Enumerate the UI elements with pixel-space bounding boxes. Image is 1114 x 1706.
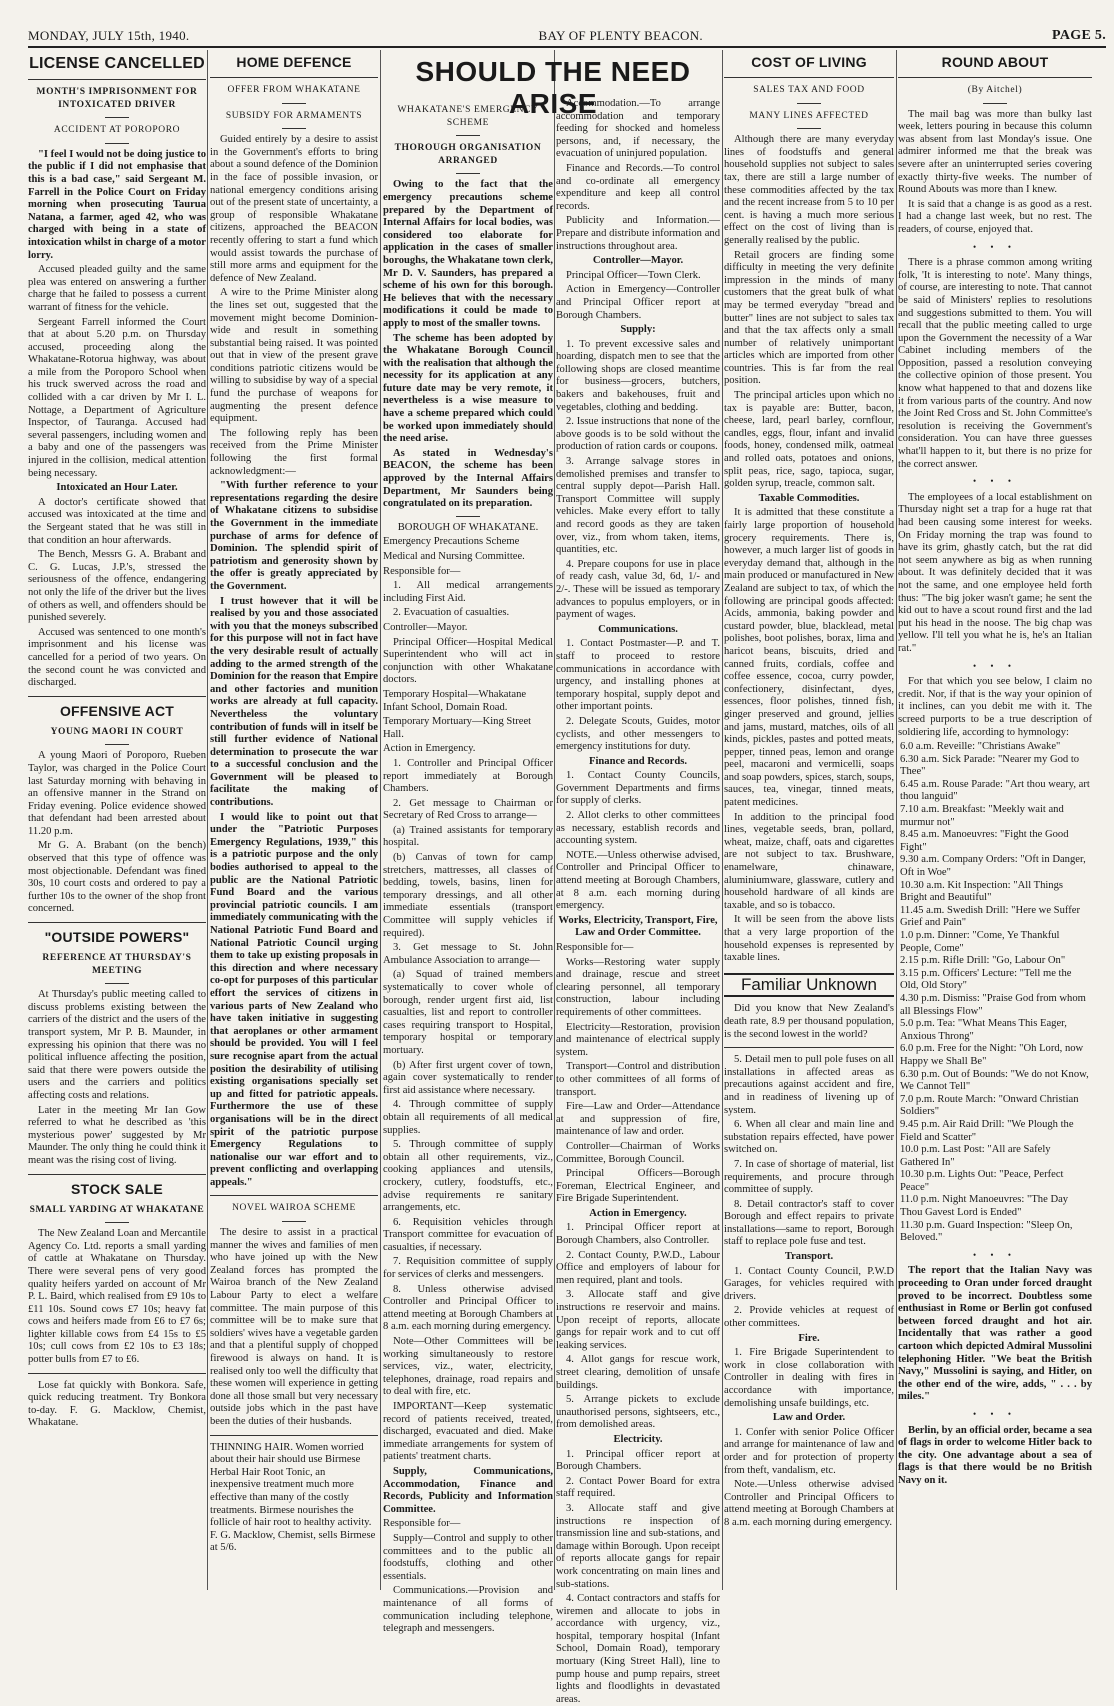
- headline-offensive-act: OFFENSIVE ACT: [59, 702, 175, 719]
- paragraph: For that which you see below, I claim no credit. Nor, if that is the way your opinion of it inclines, can you debit me with it. The screed purports to be a true description of soldiering life, according to hymnology:: [898, 676, 1092, 738]
- paragraph: Publicity and Information.—Prepare and distribute information and instructions throughout area.: [556, 215, 720, 252]
- paragraph: Controller—Chairman of Works Committee, Borough Council.: [556, 1140, 720, 1165]
- subheading: NOVEL WAIROA SCHEME: [232, 1203, 356, 1214]
- section-divider: • • •: [973, 241, 1017, 252]
- paragraph: 1. Contact County Councils, Government Departments and firms for supply of clerks.: [556, 770, 720, 807]
- byline: (By Aitchel): [967, 85, 1023, 95]
- section-divider: • • •: [973, 1408, 1017, 1419]
- schedule-item: 10.30 p.m. Lights Out: "Peace, Perfect Peace": [900, 1169, 1064, 1193]
- subheading: Finance and Records.: [589, 755, 687, 767]
- subheading: Electricity.: [613, 1433, 663, 1445]
- schedule-list: [898, 741, 1092, 1245]
- schedule-item: 4.30 p.m. Dismiss: "Praise God from whom all Blessings Flow": [900, 992, 1086, 1017]
- subheading: SALES TAX AND FOOD: [753, 85, 865, 95]
- paragraph: Owing to the fact that the emergency precautions scheme prepared by the Department of Internal Affairs for local bodies, was considered too elaborate for application in the cases of smaller boroughs, the Whakatane town clerk, Mr D. V. Saunders, has prepared a scheme of his own for this borough. He believes that with the necessary modifications it could be made to apply to most of the smaller towns.: [383, 179, 553, 329]
- masthead: [28, 26, 1106, 48]
- schedule-item: 2.15 p.m. Rifle Drill: "Go, Labour On": [900, 955, 1066, 967]
- paragraph: Action in Emergency—Controller and Principal Officer report at Borough Chambers.: [556, 284, 720, 321]
- paragraph: Finance and Records.—To control and co-ordinate all emergency expenditure and keep all control records.: [556, 162, 720, 212]
- paragraph: The desire to assist in a practical manner the wives and families of men who have joined up with the New Zealand forces has prompted the Wairoa branch of the New Zealand Labour Party to elect a welfare committee. The main purpose of this committee will be to make sure that soldiers' wives have a vegetable garden and that a plentiful supply of chopped firewood is always on hand. It is realised only too well the difficulty that these women will experience in getting done all those small but very necessary outside jobs which in the past have been the duties of their husbands.: [210, 1227, 378, 1427]
- paragraph: 4. Allot gangs for rescue work, street clearing, demolition of unsafe buildings.: [556, 1354, 720, 1391]
- paragraph: Berlin, by an official order, became a sea of flags in order to welcome Hitler back to the city. One advantage about a sea of flags is that there would be no British Navy on it.: [898, 1424, 1092, 1486]
- paragraph: Fire—Law and Order—Attendance at and suppression of fire, maintenance of law and order.: [556, 1101, 720, 1138]
- subheading: WHAKATANE'S EMERGENCY SCHEME: [397, 105, 539, 128]
- text-line: Supply—Control and supply to other committees and to the public all foodstuffs, clothing and other essentials.: [383, 1532, 553, 1582]
- subheading: REFERENCE AT THURSDAY'S MEETING: [42, 953, 192, 976]
- subheading: Intoxicated an Hour Later.: [56, 482, 178, 494]
- schedule-item: 6.30 p.m. Out of Bounds: "We do not Know, We Cannot Tell": [900, 1068, 1089, 1093]
- paragraph: A doctor's certificate showed that accused was intoxicated at the time and the Sergeant stated that he was still in that condition an hour afterwards.: [28, 496, 206, 546]
- text-line: 1. All medical arrangements including First Aid.: [383, 580, 553, 604]
- text-line: (b) Canvas of town for camp stretchers, mattresses, all classes of bedding, towels, basins, linen for temporary dressings, and all other immediate essentials (transport Committee will supply vehicles if required).: [383, 852, 553, 939]
- paragraph: NOTE.—Unless otherwise advised, Controller and Principal Officer to attend meeting at Borough Chambers, at 8 a.m. each morning during emergency.: [556, 849, 720, 912]
- paragraph: Accused was sentenced to one month's imprisonment and his license was cancelled for a period of two years. On the second count he was convicted and discharged.: [28, 626, 206, 689]
- section-divider: • • •: [973, 1249, 1017, 1260]
- text-line: (b) After first urgent cover of town, again cover systematically to render first aid assistance where necessary.: [383, 1059, 553, 1096]
- text-line: Emergency Precautions Scheme: [383, 536, 520, 548]
- text-line: Note—Other Committees will be working simultaneously to restore services, viz., water, electricity, telephones, drainage, road repairs and to deal with fire, etc.: [383, 1336, 553, 1398]
- paragraph: 1. To prevent excessive sales and hoarding, dispatch men to see that the following shops are closed meantime for business—grocers, butchers, bakers and bakehouses, fruit and vegetables, clothing and bedding.: [556, 338, 720, 413]
- column-rule: [380, 50, 381, 1590]
- paragraph: Later in the meeting Mr Ian Gow referred to what he described as 'this mysterious power' suggested by Mr Maunder. The only thing he could think it meant was the rising cost of living.: [28, 1104, 206, 1166]
- paragraph: 2. Issue instructions that none of the above goods is to be sold without the production of ration cards or coupons.: [556, 416, 720, 453]
- paragraph: 5. Arrange pickets to exclude unauthorised persons, sightseers, etc., from demolished areas.: [556, 1394, 720, 1431]
- column-6: [898, 50, 1092, 1595]
- subheading: Fire.: [798, 1332, 820, 1344]
- paragraph: 7. In case of shortage of material, list requirements, and procure through committee of supply.: [724, 1158, 894, 1196]
- schedule-item: 3.15 p.m. Officers' Lecture: "Tell me the Old, Old Story": [900, 967, 1072, 992]
- column-5: [724, 50, 894, 1595]
- paragraph: Electricity—Restoration, provision and maintenance of electrical supply system.: [556, 1021, 720, 1058]
- paragraph: Guided entirely by a desire to assist in the Government's efforts to bring about a sound defence of the Dominion in the face of possible invasion, or national emergency conditions arising out of the present state of uncertainty, a group of responsible Whakatane citizens, approached the BEACON recently offering to start a fund which would assist towards the purchase of still more arms and equipment for the defence of New Zealand.: [210, 134, 378, 284]
- paragraph: A wire to the Prime Minister along the lines set out, suggested that the movement might become Dominion-wide and result in something substantial being raised. It was pointed out that in view of the present grave conditions patriotic citizens would be willing to subsidise by way of a special fund the purchase of weapons for augmenting the present defence equipment.: [210, 287, 378, 425]
- schedule-item: 6.30 a.m. Sick Parade: "Nearer my God to Thee": [900, 753, 1080, 778]
- schedule-item: 10.0 p.m. Last Post: "All are Safely Gathered In": [900, 1144, 1051, 1168]
- text-line: 5. Through committee of supply obtain all other requirements, viz., cooking appliances and utensils, crockery, cutlery, foodstuffs, etc., advise requirements re sanitary arrangements, etc.: [383, 1139, 553, 1214]
- schedule-item: 11.30 p.m. Guard Inspection: "Sleep On, Beloved.": [900, 1219, 1073, 1244]
- subheading: ACCIDENT AT POROPORO: [53, 125, 181, 136]
- schedule-item: 9.30 a.m. Company Orders: "Oft in Danger, Oft in Woe": [900, 854, 1086, 879]
- paragraph: 4. Prepare coupons for use in place of ready cash, value 3d, 6d, 1/- and 2/-. These will be issued as temporary advances to populus employers, or in payment of wages.: [556, 558, 720, 621]
- paragraph: It is admitted that these constitute a fairly large proportion of household grocery requirements. There is, however, a much larger list of goods in everyday demand that, although in the main produced or manufactured in New Zealand are subject to tax, of which the following are principal goods affected: Acids, ammonia, baking powder and custard powder, blue, blacklead, metal polishes, boot polishes, borax, lima and haricot beans, biscuits, dried and canned fruits, cordials, coffee and coffee essence, cocoa, curry powder, confectionery, disinfectant, dyes, essences, floor polishes, tinned fish, ginger preserved and ground, jellies and jams, mustard, matches, oils of all kinds, pickles, pastes and potted meats, pepper, tinned peas, lemon and orange peel, macaroni and vermicelli, soaps and soap powders, spices, starch, soups, sauces, tea, vinegar, tinned meats, patent medicines.: [724, 507, 894, 809]
- column-rule: [207, 50, 208, 1590]
- section-divider: • • •: [973, 476, 1017, 487]
- subheading: Law and Order.: [772, 1412, 846, 1424]
- paragraph: It is said that a change is as good as a rest. I had a change last week, but no rest. The readers, of course, enjoyed that.: [898, 198, 1092, 235]
- paragraph: 4. Contact contractors and staffs for wiremen and allocate to jobs in accordance with urgency, viz., hospital, temporary hospital (Infant School, Domain Road), temporary mortuary (King Street Hall), line to pump house and pump repairs, street lights and floodlights in devastated areas.: [556, 1593, 720, 1705]
- text-line: Communications.—Provision and maintenance of all forms of communication including telephone, telegraph and messengers.: [383, 1585, 553, 1635]
- paragraph: 1. Principal Officer report at Borough Chambers, also Controller.: [556, 1222, 720, 1247]
- headline-home-defence: HOME DEFENCE: [236, 54, 352, 70]
- column-4: [556, 98, 720, 1705]
- paragraph: The following reply has been received from the Prime Minister following the first formal acknowledgment:—: [210, 427, 378, 477]
- text-line: Temporary Mortuary—King Street Hall.: [383, 716, 532, 740]
- paragraph: Accused pleaded guilty and the same plea was entered on answering a further charge that he failed to possess a current warrant of fitness for the vehicle.: [28, 264, 206, 313]
- schedule-item: 6.45 a.m. Rouse Parade: "Art thou weary, art thou languid": [900, 778, 1090, 803]
- schedule-item: 1.0 p.m. Dinner: "Come, Ye Thankful People, Come": [900, 930, 1060, 954]
- paragraph: 6. When all clear and main line and substation repairs effected, have power switched on.: [724, 1119, 894, 1156]
- subheading: SMALL YARDING AT WHAKATANE: [29, 1204, 205, 1215]
- paragraph: 5. Detail men to pull pole fuses on all installations in affected areas as precautions against accident and fire, and in readiness of livening up of system.: [724, 1054, 894, 1116]
- text-line: Medical and Nursing Committee.: [383, 551, 525, 562]
- page-number: PAGE 5.: [1052, 28, 1106, 43]
- text-line: 3. Get message to St. John Ambulance Association to arrange—: [383, 942, 553, 966]
- subheading: BOROUGH OF WHAKATANE.: [397, 521, 539, 533]
- schedule-item: 6.0 p.m. Free for the Night: "Oh Lord, now Happy we Shall Be": [900, 1043, 1084, 1067]
- schedule-item: 8.45 a.m. Manoeuvres: "Fight the Good Fight": [900, 829, 1069, 853]
- paragraph: 3. Allocate staff and give instructions re reservoir and mains. Upon receipt of reports, allocate gangs for repair work and to cut off leaking services.: [556, 1289, 720, 1351]
- headline-round-about: ROUND ABOUT: [941, 54, 1049, 70]
- schedule-item: 5.0 p.m. Tea: "What Means This Eager, Anxious Throng": [900, 1018, 1067, 1042]
- paragraph: The principal articles upon which no tax is payable are: Butter, bacon, cheese, lard, pearl barley, cornflour, candles, eggs, flour, infant and invalid foods, honey, condensed milk, oatmeal and rolled oats, potatoes and onions, split peas, rice, sago, tapioca, sugar, golden syrup, treacle, common salt.: [724, 390, 894, 490]
- text-line: Action in Emergency.: [383, 743, 476, 755]
- text-line: Responsible for—: [383, 1518, 461, 1530]
- paragraph: Transport—Control and distribution to other committees of all forms of transport.: [556, 1061, 720, 1098]
- column-1: [28, 50, 206, 1595]
- paragraph: The mail bag was more than bulky last week, letters pouring in because this column was absent from last Monday's issue. One admirer informed me that the break was severe after an uninterrupted series covering exactly thirty-five weeks. The number of Round Abouts was more than I knew.: [898, 108, 1092, 196]
- text-line: Principal Officer—Hospital Medical Superintendent who will act in conjunction with other Whakatane doctors.: [383, 636, 553, 686]
- paragraph: The report that the Italian Navy was proceeding to Oran under forced draught proved to be incorrect. Doubtless some enthusiast in Rome or Berlin got confused between forced draught and hot air. Incidentally that was rather a good cartoon which depicted Admiral Mussolini telephoning Hitler. "We beat the British Navy," Mussolini is saying, and Hitler, on the other end of the wire, adds, " . . . by miles.": [898, 1265, 1092, 1403]
- schedule-item: 7.0 p.m. Route March: "Onward Christian Soldiers": [900, 1093, 1079, 1118]
- paragraph: The New Zealand Loan and Mercantile Agency Co. Ltd. reports a small yarding of cattle at Whakatane on Thursday. There were several pens of very good quality heifers yarded on account of Mr P. L. Baird, which realised from £9 10s to £11 10s. Sound cows £7 10s; heavy fat cows and heifers made from £6 to £7 6s; lighter killable cows from £4 15s to £5 10s; cull cows from £2 10s to £3 18s; potter bulls from £7 to £6.: [28, 1228, 206, 1366]
- paragraph: Sergeant Farrell informed the Court that at about 5.20 p.m. on Thursday accused, proceeding along the Whakatane-Rotorua highway, was about a mile from the Poroporo School when his truck swerved across the road and collided with a car driven by Mr I. L. Nottage, a Department of Agriculture Inspector, of Tauranga. Accused had several passengers, including women and a baby and one of the passengers was injured in the collision, medical attention being necessary.: [28, 316, 206, 479]
- paragraph: Although there are many everyday lines of foodstuffs and general household supplies not subject to sales tax, there are still a large number of these commodities affected by the tax and the recent increase from 5 to 10 per cent. is having a much more serious effect on the cost of living than is generally realised by the public.: [724, 134, 894, 246]
- paragraph: 1. Principal officer report at Borough Chambers.: [556, 1448, 720, 1473]
- subheading: Controller—Mayor.: [592, 255, 684, 267]
- subheading: SUBSIDY FOR ARMAMENTS: [225, 110, 363, 121]
- paragraph: It will be seen from the above lists that a very large proportion of the household expenses is represented by taxable lines.: [724, 914, 894, 964]
- paragraph: The Bench, Messrs G. A. Brabant and C. G. Lucas, J.P.'s, stressed the seriousness of the offence, endangering not only the life of the driver but the lives of others as well, and offenders should be punished severely.: [28, 549, 206, 624]
- headline-familiar-unknown: Familiar Unknown: [724, 973, 894, 998]
- paragraph: 1. Contact County Council, P.W.D Garages, for vehicles required with drivers.: [724, 1265, 894, 1302]
- paragraph: 1. Fire Brigade Superintendent to work in close collaboration with Controller in dealing with fires in accordance with importance, demolishing unsafe buildings, etc.: [724, 1347, 894, 1409]
- text-line: (a) Trained assistants for temporary hospital.: [383, 824, 553, 849]
- schedule-item: 10.30 a.m. Kit Inspection: "All Things Bright and Beautiful": [900, 879, 1064, 904]
- headline-stock-sale: STOCK SALE: [71, 1180, 163, 1197]
- subheading: Taxable Commodities.: [758, 492, 860, 504]
- text-line: Temporary Hospital—Whakatane Infant School, Domain Road.: [383, 688, 527, 713]
- paragraph: "I feel I would not be doing justice to the public if I did not emphasise that this is a bad case," said Sergeant M. Farrell in the Police Court on Friday morning when prosecuting Taurua Natana, a farmer, aged 42, who was charged with being in a state of intoxication whilst in charge of a motor lorry.: [28, 148, 206, 261]
- subheading: Communications.: [598, 623, 678, 635]
- issue-date: MONDAY, JULY 15th, 1940.: [28, 28, 190, 43]
- column-3: [383, 98, 553, 1643]
- text-line: (a) Squad of trained members systematically to cover whole of borough, render urgent first aid, list casualties, list and report to controller cases requiring transport to Hospital, temporary hospital or temporary mortuary.: [383, 969, 553, 1056]
- schedule-item: 9.45 p.m. Air Raid Drill: "We Plough the Field and Scatter": [900, 1118, 1074, 1143]
- text-line: 2. Evacuation of casualties.: [393, 607, 510, 619]
- subheading: Works, Electricity, Transport, Fire, Law and Order Committee.: [558, 914, 718, 939]
- text-line: Supply, Communications, Accommodation, Finance and Records, Publicity and Information Committee.: [383, 1465, 553, 1515]
- paper-name: BAY OF PLENTY BEACON.: [538, 28, 703, 43]
- paragraph: Principal Officer—Town Clerk.: [566, 269, 701, 281]
- paragraph: In addition to the principal food lines, vegetable seeds, bran, pollard, wheat, maize, chaff, oats and cigarettes are not subject to tax. Brushware, enamelware, chinaware, aluminiumware, glassware, cutlery and household hardware of all kinds are taxable, and so is tobacco.: [724, 811, 894, 911]
- paragraph: Mr G. A. Brabant (on the bench) observed that this type of offence was most objectionable. Defendant was fined 30s, 10 court costs and ordered to pay a further 10s to the owner of the shop front concerned.: [28, 840, 206, 915]
- paragraph: 3. Arrange salvage stores in demolished premises and transfer to central supply depot—Parish Hall. Transport Committee will supply vehicles. Make every effort to tally and record goods as they are taken over, viz., from whom taken, items, quantities, etc.: [556, 456, 720, 556]
- paragraph: I would like to point out that under the "Patriotic Purposes Emergency Regulations, 1939," this is a patriotic purpose and the only bodies authorised to appeal to the public are the National Patriotic Fund Board and the various provincial patriotic councils. I am immediately communicating with the National Patriotic Fund Board and National Patriotic Council urging them to take up existing proposals in this direction and where necessary co-opt for purposes of this particular effort the services of citizens in various parts of New Zealand who have taken initiative in suggesting that aeroplanes or other armament should be provided. You will I feel sure recognise apart from the actual position the desirability of utilising existing organisations specially set up and fitted for patriotic appeals. Furthermore the use of these organisations will be in the direct spirit of the patriotic purpose Emergency Regulations to nationalise our war effort and to prevent conflicting and overlapping appeals.": [210, 811, 379, 1188]
- schedule-item: 7.10 a.m. Breakfast: "Meekly wait and murmur not": [900, 804, 1064, 828]
- paragraph: "With further reference to your representations regarding the desire of Whakatane citizens to subsidise the Government in the immediate purchase of arms for defence of Dominion. The splendid spirit of patriotism and generosity shown by the offer is greatly appreciated by the Government.: [210, 480, 378, 592]
- advertisement: THINNING HAIR. Women worried about their hair should use Birmese Herbal Hair Root Tonic, an inexpensive treatment much more effective than many of the costly treatments. Birmese nourishes the follicle of hair root to healthy activity. F. G. Macklow, Chemist, sells Birmese at 5/6.: [210, 1441, 376, 1554]
- schedule-item: 11.0 p.m. Night Manoeuvres: "The Day Thou Gavest Lord is Ended": [900, 1194, 1069, 1219]
- headline-outside-powers: "OUTSIDE POWERS": [44, 929, 190, 946]
- paragraph: 3. Allocate staff and give instructions re inspection of transmission line and sub-stations, and damage within Borough. Upon receipt of reports allocate gangs for repair work concentrating on main lines and sub-stations.: [556, 1502, 720, 1590]
- paragraph: The employees of a local establishment on Thursday night set a trap for a huge rat that had been causing some interest for weeks. On Friday morning the trap was found to have its grim, ghastly catch, but the rat did not seem anywhere as big as when running about. It was definitely decided that it was not the same, and one employee held forth thus: "The big joker wasn't game; he sent the kid out to have a scout round first and the lad put his head in the noose. The big chap was yellow. I'll tell you what he is, he's an Italian rat.": [898, 491, 1092, 654]
- subheading: Action in Emergency.: [589, 1207, 687, 1219]
- text-line: Controller—Mayor.: [383, 621, 468, 633]
- text-line: 1. Controller and Principal Officer report immediately at Borough Chambers.: [383, 757, 553, 795]
- paragraph: Accommodation.—To arrange accommodation and temporary feeding for shocked and homeless persons, and, if necessary, the evacuation of uninjured population.: [556, 98, 720, 160]
- paragraph: 2. Provide vehicles at request of other committees.: [724, 1305, 894, 1330]
- paragraph: Note.—Unless otherwise advised Controller and Principal Officers to attend meeting at Borough Chambers at 8 a.m. each morning during emergency.: [724, 1479, 894, 1528]
- paragraph: I trust however that it will be realised by you and those associated with you that the moneys subscribed for this purpose will not in fact have the very desirable result of actually adding to the armed strength of the Dominion for the reason that Empire and other factories and munition works are already at full capacity. Nevertheless the voluntary contribution of funds will in itself be still further evidence of National determination to prosecute the war to a successful conclusion and the Government will be pleased to facilitate the making of contributions.: [210, 595, 378, 809]
- paragraph: As stated in Wednesday's BEACON, the scheme has been approved by the Internal Affairs Department, Mr Saunders being congratulated on its preparation.: [383, 447, 553, 510]
- paragraph: 2. Delegate Scouts, Guides, motor cyclists, and other messengers to emergency institutions for duty.: [556, 715, 720, 753]
- paragraph: Did you know that New Zealand's death rate, 8.9 per thousand population, is the second lowest in the world?: [724, 1003, 894, 1040]
- paragraph: 1. Confer with senior Police Officer and arrange for maintenance of law and order and for protection of property from theft, vandalism, etc.: [724, 1426, 894, 1476]
- paragraph: 2. Contact Power Board for extra staff required.: [556, 1475, 720, 1500]
- paragraph: 2. Allot clerks to other committees as necessary, establish records and accounting system.: [556, 810, 720, 847]
- column-2: [210, 50, 378, 1595]
- headline-cost-of-living: COST OF LIVING: [751, 54, 867, 70]
- paragraph: At Thursday's public meeting called to discuss problems existing between the carriers of the district and the users of the transport system, Mr P. B. Maunder, in expressing his opinion that there was no political influence affecting the position, said that there were powers outside the users and the carriers and politics affecting costs and relations.: [28, 989, 206, 1101]
- paragraph: Principal Officers—Borough Foreman, Electrical Engineer, and Fire Brigade Superintendent.: [556, 1168, 720, 1205]
- paragraph: A young Maori of Poroporo, Rueben Taylor, was charged in the Police Court last Saturday morning with behaving in an offensive manner in the Strand on Friday evening. Police evidence showed that defendant had been arrested about 11.20 p.m.: [28, 750, 206, 837]
- subheading: Transport.: [784, 1251, 834, 1263]
- text-line: 4. Through committee of supply obtain all requirements of all medical supplies.: [383, 1099, 553, 1136]
- paragraph: Retail grocers are finding some difficulty in meeting the very definite impression in the minds of many customers that the great bulk of what may be termed everyday "bread and butter" lines are not subject to sales tax and that the tax affects only a small number of relatively unimportant articles which are imported from other countries. This is far from the real position.: [724, 249, 894, 387]
- subheading: THOROUGH ORGANISATION ARRANGED: [394, 143, 542, 166]
- subheading: OFFER FROM WHAKATANE: [227, 85, 361, 95]
- column-rule: [722, 50, 723, 1590]
- subheading: MONTH'S IMPRISONMENT FOR INTOXICATED DRIVER: [36, 87, 198, 110]
- column-rule: [896, 50, 897, 1590]
- schedule-item: 6.0 a.m. Reveille: "Christians Awake": [900, 741, 1061, 753]
- paragraph: The scheme has been adopted by the Whakatane Borough Council with the realisation that although the necessity for its application at any future date may be very remote, it nevertheless is a wise measure to have a scheme prepared which could be worked upon immediately should the need arise.: [383, 332, 553, 445]
- paragraph: 1. Contact Postmaster—P. and T. staff to proceed to restore communications in accordance with urgency, and installing phones at temporary hospital, supply depot and other important points.: [556, 638, 720, 713]
- text-line: IMPORTANT—Keep systematic record of patients received, treated, discharged, evacuated and died. Make immediate arrangements for system of patients' treatment charts.: [383, 1401, 553, 1463]
- text-line: 6. Requisition vehicles through Transport committee for evacuation of casualties, if necessary.: [383, 1216, 553, 1253]
- column-rule: [554, 50, 555, 1590]
- main-headline: SHOULD THE NEED ARISE: [415, 56, 691, 119]
- paragraph: Works—Restoring water supply and drainage, rescue and street clearing personnel, all temporary construction, labour including requirements of other committees.: [556, 956, 720, 1018]
- section-divider: • • •: [973, 660, 1017, 671]
- text-line: 8. Unless otherwise advised Controller and Principal Officer to attend meeting at Borough Chambers at 8 a.m. each morning during emergency.: [383, 1283, 553, 1333]
- text-line: 2. Get message to Chairman or Secretary of Red Cross to arrange—: [383, 797, 553, 822]
- subheading: MANY LINES AFFECTED: [749, 110, 869, 121]
- text-line: Responsible for—: [383, 565, 461, 577]
- subheading: YOUNG MAORI IN COURT: [50, 726, 184, 737]
- text-line: 7. Requisition committee of supply for services of clerks and messengers.: [383, 1256, 553, 1281]
- schedule-item: 11.45 a.m. Swedish Drill: "Here we Suffer Grief and Pain": [900, 904, 1080, 929]
- paragraph: 8. Detail contractor's staff to cover Borough and effect repairs to private installations—same to report, Borough staff to replace pole fuse and test.: [724, 1198, 894, 1248]
- paragraph: 2. Contact County, P.W.D., Labour Office and employers of labour for men required, plant and tools.: [556, 1249, 720, 1286]
- headline-license-cancelled: LICENSE CANCELLED: [29, 55, 205, 72]
- paragraph: There is a phrase common among writing folk, 'It is interesting to note'. Many things, of course, are interesting to note. That cannot be said of Ministers' replies to resolutions and suggestions submitted to them. You will recall that the public meeting called to urge upon the Government the necessity of a War Cabinet including members of the Opposition, passed a resolution conveying the collective opinion of those present. You know what happened to that and dozens like it from various parts of the country. And now the Joint Red Cross and St. John Committee's resolution is receiving the Government's consideration. You can have three guesses what'll happen to it, but there is no prize for the correct answer.: [898, 257, 1092, 470]
- advertisement: Lose fat quickly with Bonkora. Safe, quick reducing treatment. Try Bonkora to-day. F. G. Macklow, Chemist, Whakatane.: [28, 1379, 206, 1429]
- subheading: Supply:: [620, 324, 656, 336]
- paragraph: Responsible for—: [556, 942, 634, 953]
